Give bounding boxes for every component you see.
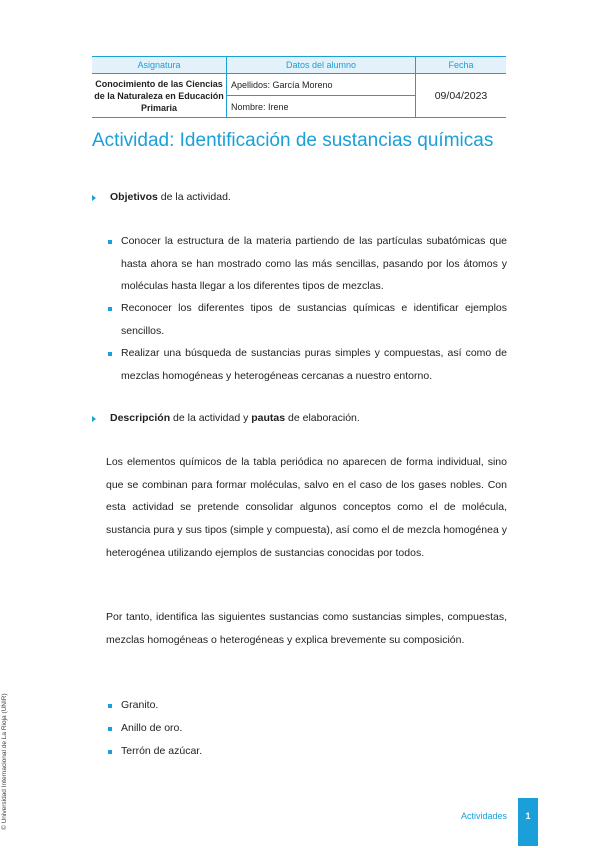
objectives-heading-rest: de la actividad. <box>157 191 231 203</box>
bullet-square-icon <box>108 352 112 356</box>
bullet-square-icon <box>108 750 112 754</box>
copyright-sidebar: © Universidad Internacional de La Rioja (UNIR) <box>1 693 8 830</box>
bullet-square-icon <box>108 240 112 244</box>
description-paragraph: Los elementos químicos de la tabla periódica no aparecen de forma individual, sino que se combinan para formar moléculas, salvo en el caso de los gases nobles. Con esta actividad se pretende consolidar algunos conceptos como el de molécula, sustancia pura y sus tipos (simple y compuesta), así como el de mezcla homogénea y heterogénea utilizando ejemplos de sustancias conocidas por todos. <box>106 456 507 559</box>
objectives-heading-bold: Objetivos <box>110 191 158 203</box>
name-cell: Nombre: Irene <box>227 96 416 118</box>
description-heading: Descripción de la actividad y pautas de elaboración. <box>110 412 360 424</box>
substance-item: Granito. <box>121 699 159 711</box>
header-student: Datos del alumno <box>227 57 416 74</box>
instruction-paragraph: Por tanto, identifica las siguientes sustancias como sustancias simples, compuestas, mezclas homogéneas o heterogéneas y explica brevemente su composición. <box>106 611 507 646</box>
footer-section-label: Actividades <box>460 811 507 821</box>
objective-item: Realizar una búsqueda de sustancias puras simples y compuestas, así como de mezclas homogéneas y heterogéneas cercanas a nuestro entorno. <box>121 347 507 382</box>
objective-item: Reconocer los diferentes tipos de sustancias químicas e identificar ejemplos sencillos. <box>121 302 507 337</box>
header-subject: Asignatura <box>92 57 227 74</box>
bullet-square-icon <box>108 307 112 311</box>
bullet-square-icon <box>108 704 112 708</box>
date-cell: 09/04/2023 <box>416 74 507 118</box>
bullet-square-icon <box>108 727 112 731</box>
bullet-arrow-icon <box>92 195 96 201</box>
page-title: Actividad: Identificación de sustancias químicas <box>92 130 494 151</box>
substance-item: Terrón de azúcar. <box>121 745 203 757</box>
surname-cell: Apellidos: García Moreno <box>227 74 416 96</box>
objectives-heading <box>110 191 231 203</box>
description-heading-bold: Descripción <box>110 412 171 424</box>
subject-cell: Conocimiento de las Ciencias de la Naturaleza en Educación Primaria <box>92 74 227 118</box>
bullet-arrow-icon <box>92 416 96 422</box>
page-number: 1 <box>518 798 538 846</box>
header-date: Fecha <box>416 57 507 74</box>
objective-item: Conocer la estructura de la materia partiendo de las partículas subatómicas que hasta ahora se han mostrado como las más sencillas, pasando por los átomos y moléculas hasta llegar a los diferentes tipos de mezclas. <box>121 235 507 292</box>
substance-item: Anillo de oro. <box>121 722 183 734</box>
header-table <box>92 56 506 118</box>
